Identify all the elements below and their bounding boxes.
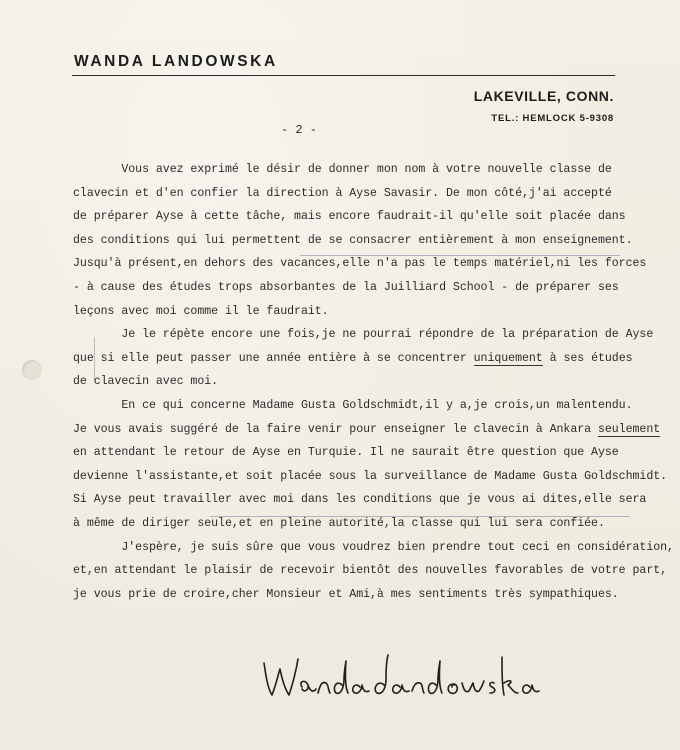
body-line: de clavecin avec moi. <box>73 375 219 389</box>
body-line: de préparer Ayse à cette tâche, mais encore faudrait-il qu'elle soit placée dans <box>73 210 626 224</box>
punch-hole <box>22 360 42 380</box>
letterhead-rule <box>72 75 615 76</box>
letterhead-name: WANDA LANDOWSKA <box>74 53 278 70</box>
body-line: - à cause des études trops absorbantes de la Juilliard School - de préparer ses <box>73 280 619 294</box>
body-line: En ce qui concerne Madame Gusta Goldschmidt,il y a,je crois,un malentendu. <box>73 398 633 412</box>
body-line: Si Ayse peut travailler avec moi dans les conditions que je vous ai dites,elle sera <box>73 493 647 507</box>
pencil-margin-mark <box>94 337 95 381</box>
body-line: en attendant le retour de Ayse en Turquie. Il ne saurait être question que Ayse <box>73 446 619 460</box>
body-line: et,en attendant le plaisir de recevoir bientôt des nouvelles favorables de votre part, <box>73 564 668 578</box>
letterhead-phone: TEL.: HEMLOCK 5-9308 <box>491 113 614 124</box>
body-line: Vous avez exprimé le désir de donner mon nom à votre nouvelle classe de <box>73 163 612 176</box>
body-line: je vous prie de croire,cher Monsieur et Ami,à mes sentiments très sympathiques. <box>73 587 619 601</box>
body-line: Je vous avais suggéré de la faire venir pour enseigner le clavecin à Ankara seulement <box>73 422 661 436</box>
body-line: à même de diriger seule,et en pleine autorité,la classe qui lui sera confiée. <box>73 516 605 530</box>
pencil-underline <box>300 255 620 256</box>
body-line: Je le répète encore une fois,je ne pourrai répondre de la préparation de Ayse <box>73 328 654 342</box>
signature <box>258 635 578 715</box>
page-number: - 2 - <box>281 123 318 137</box>
body-line: devienne l'assistante,et soit placée sous la surveillance de Madame Gusta Goldschmidt. <box>73 469 668 483</box>
underlined-word: seulement <box>597 422 661 436</box>
body-line: leçons avec moi comme il le faudrait. <box>73 304 329 318</box>
body-line: J'espère, je suis sûre que vous voudrez bien prendre tout ceci en considération, <box>73 540 674 554</box>
body-line: Jusqu'à présent,en dehors des vacances,elle n'a pas le temps matériel,ni les forces <box>73 257 647 271</box>
letter-body <box>73 158 674 606</box>
body-line: des conditions qui lui permettent de se consacrer entièrement à mon enseignement. <box>73 233 633 247</box>
pencil-underline <box>210 516 630 517</box>
body-line: que si elle peut passer une année entière à se concentrer uniquement à ses études <box>73 351 633 365</box>
letterhead-city: LAKEVILLE, CONN. <box>473 88 614 104</box>
underlined-word: uniquement <box>473 351 543 365</box>
body-line: clavecin et d'en confier la direction à Ayse Savasir. De mon côté,j'ai accepté <box>73 186 612 200</box>
